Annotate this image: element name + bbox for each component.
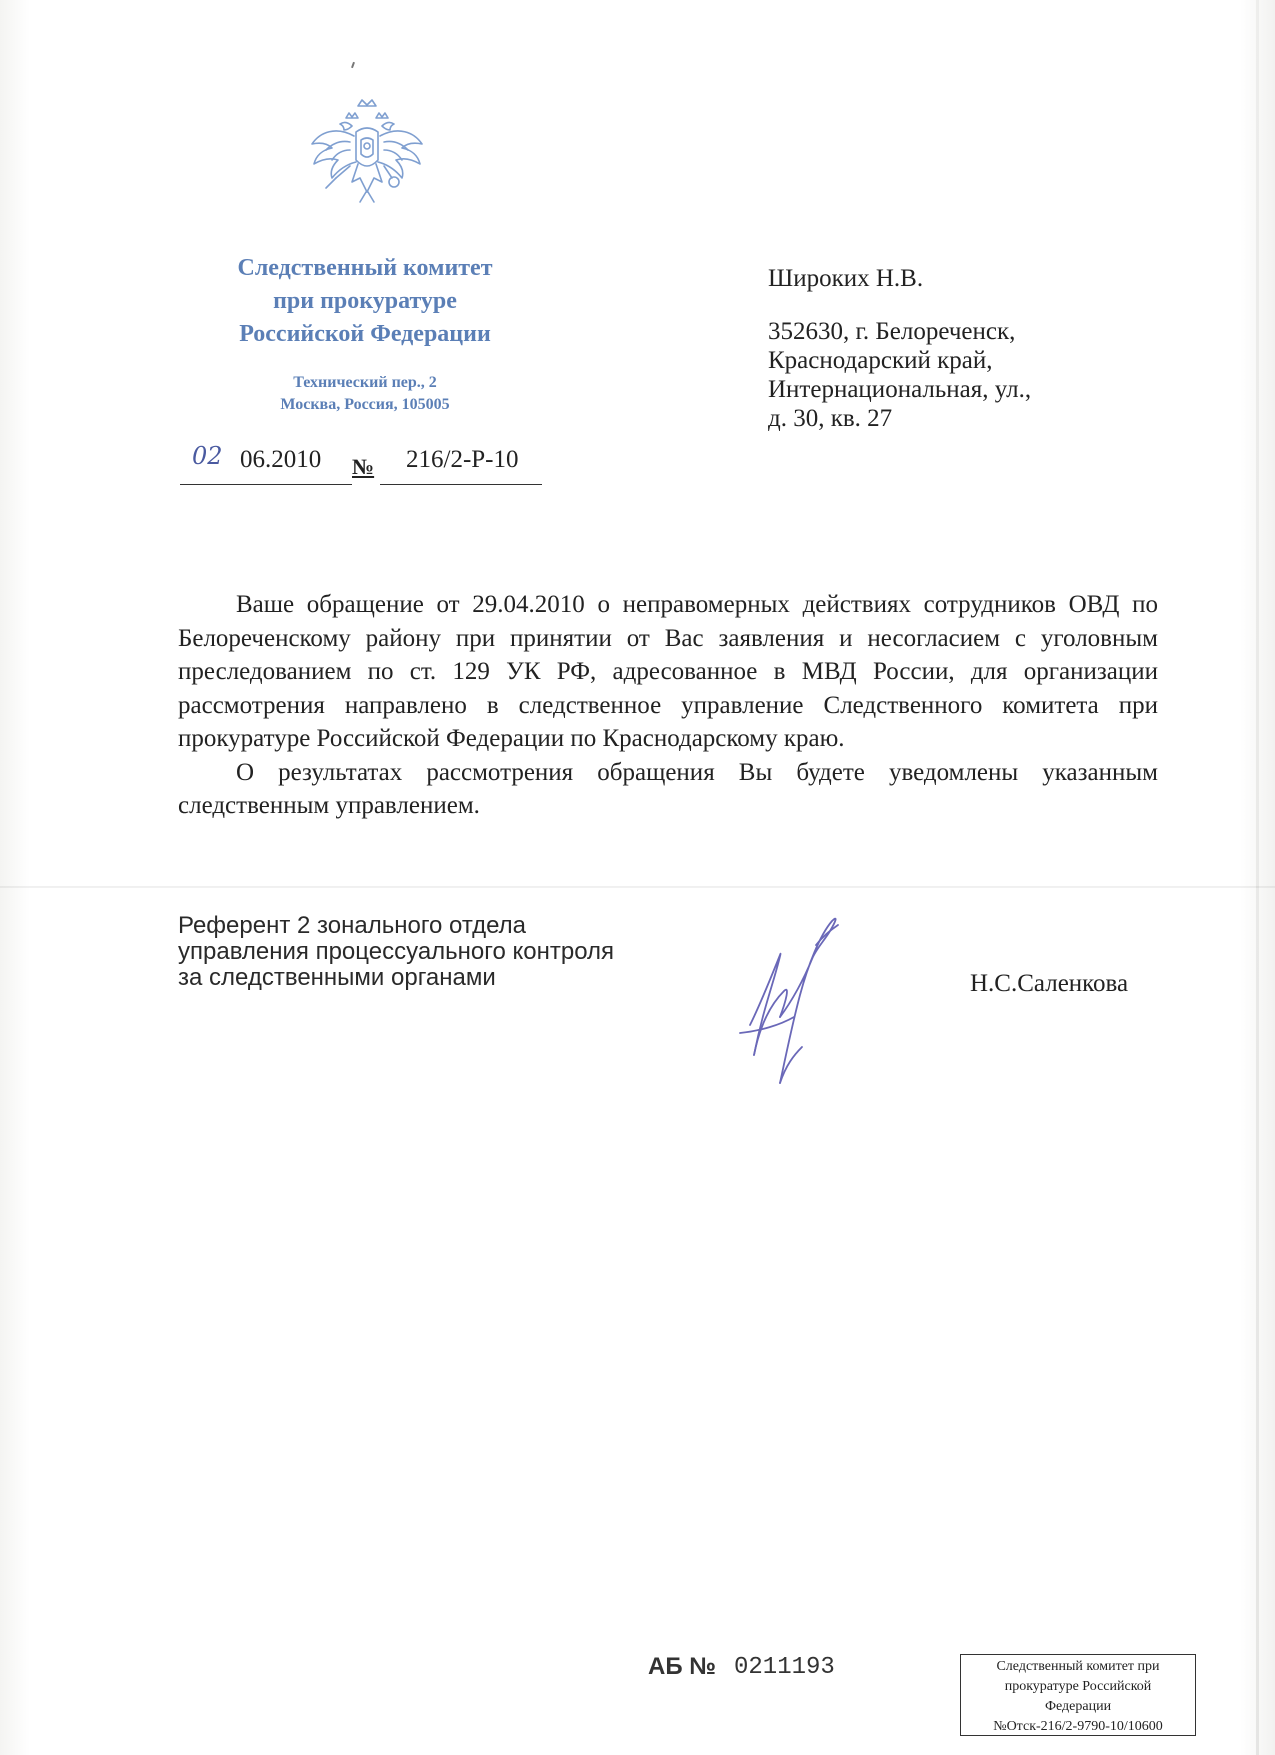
stray-mark — [351, 62, 355, 68]
registration-number-label: № — [352, 454, 375, 479]
page-fold — [0, 886, 1275, 888]
stamp-line: №Отск-216/2-9790-10/10600 — [993, 1719, 1163, 1734]
signer-position-line: Референт 2 зонального отдела — [178, 912, 526, 939]
organization-address-line: Технический пер., 2 — [293, 374, 437, 391]
form-series-label: АБ № — [648, 1653, 717, 1680]
organization-name-line: Российской Федерации — [239, 321, 491, 347]
date-underline — [180, 484, 352, 485]
recipient-block — [768, 264, 1031, 433]
registration-number: 216/2-Р-10 — [406, 446, 519, 473]
stamp-line: прокуратуре Российской — [1004, 1679, 1152, 1694]
handwritten-day: 02 — [192, 442, 223, 470]
number-underline — [380, 484, 542, 485]
body-paragraph: О результатах рассмотрения обращения Вы будете уведомлены указанным следственным управлением. — [178, 758, 1158, 819]
organization-name — [190, 252, 540, 351]
page-edge — [1256, 0, 1259, 1755]
organization-address — [190, 372, 540, 416]
recipient-address-line: Интернациональная, ул., — [768, 376, 1032, 403]
coat-of-arms-icon — [306, 96, 428, 208]
registration-stamp — [960, 1654, 1196, 1736]
signer-position-line: управления процессуального контроля — [178, 938, 615, 965]
body-paragraph: Ваше обращение от 29.04.2010 о неправомерных действиях сотрудников ОВД по Белореченскому району при принятии от Вас заявления и несогласием с уголовным преследованием по ст. 129 УК РФ, адресованное в МВД России, для организации рассмотрения направлено в следственное управление Следственного комитета при прокуратуре Российской Федерации по Краснодарскому краю. — [178, 591, 1158, 752]
recipient-address-line: Краснодарский край, — [768, 347, 993, 374]
recipient-address-line: 352630, г. Белореченск, — [768, 318, 1016, 345]
form-series-number: 0211193 — [734, 1654, 835, 1681]
registration-date: 06.2010 — [240, 446, 322, 473]
signer-name: Н.С.Саленкова — [970, 970, 1129, 997]
letter-body — [178, 588, 1158, 823]
stamp-line: Федерации — [1044, 1699, 1112, 1714]
organization-name-line: Следственный комитет — [237, 255, 493, 281]
organization-address-line: Москва, Россия, 105005 — [280, 396, 450, 413]
signer-position — [178, 913, 614, 991]
stamp-line: Следственный комитет при — [996, 1659, 1160, 1674]
recipient-address-line: д. 30, кв. 27 — [768, 405, 893, 432]
recipient-name: Широких Н.В. — [768, 265, 924, 292]
organization-name-line: при прокуратуре — [273, 288, 457, 314]
handwritten-signature — [720, 905, 920, 1090]
signer-position-line: за следственными органами — [178, 964, 496, 991]
